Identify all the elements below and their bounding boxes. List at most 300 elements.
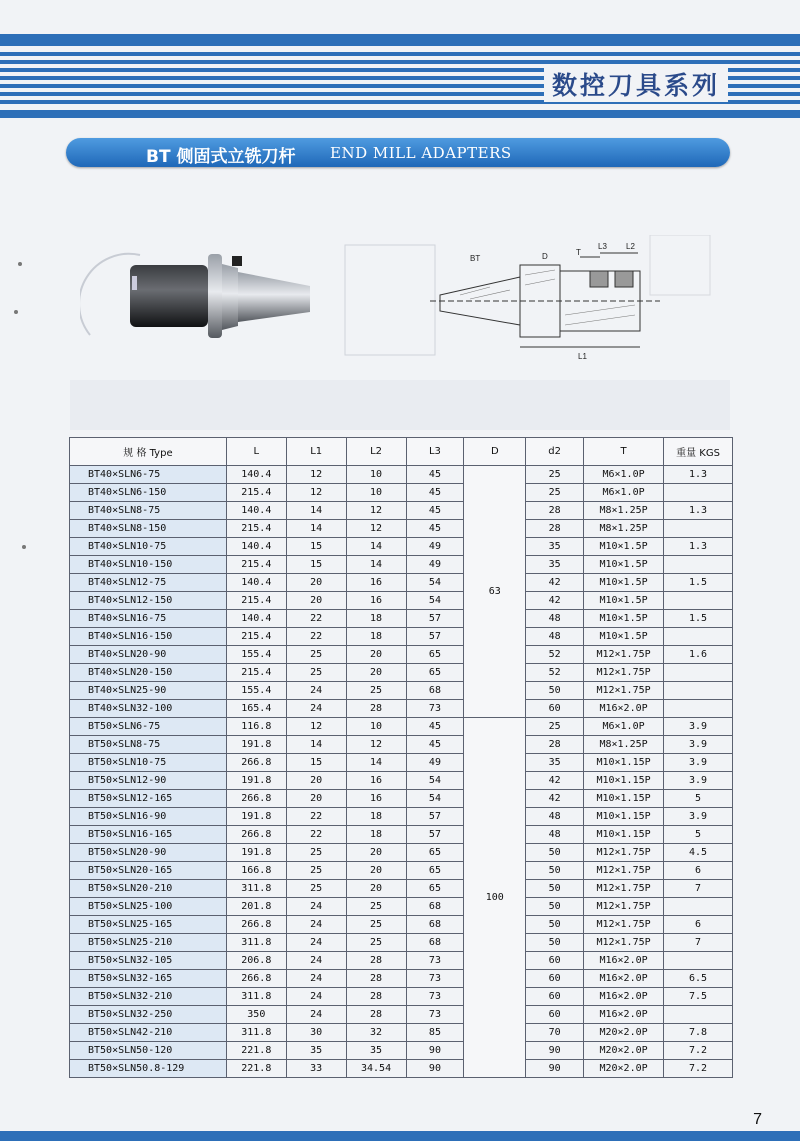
col-header-t: T (584, 438, 664, 466)
cell-t: M10×1.15P (584, 754, 664, 772)
table-row (70, 862, 733, 880)
cell-l1: 22 (286, 628, 346, 646)
cell-d: 63 (464, 466, 526, 718)
cell-t: M6×1.0P (584, 718, 664, 736)
col-header-d: D (464, 438, 526, 466)
cell-l3: 45 (406, 502, 464, 520)
cell-l2: 14 (346, 556, 406, 574)
cell-l: 215.4 (226, 664, 286, 682)
section-title-cn: BT 侧固式立铣刀杆 (146, 147, 296, 167)
cell-d2: 50 (526, 844, 584, 862)
cell-l: 215.4 (226, 484, 286, 502)
cell-l: 166.8 (226, 862, 286, 880)
table-row (70, 718, 733, 736)
table-row (70, 484, 733, 502)
cell-l2: 20 (346, 862, 406, 880)
cell-l: 266.8 (226, 790, 286, 808)
cell-t: M6×1.0P (584, 466, 664, 484)
table-row (70, 1024, 733, 1042)
cell-weight: 4.5 (664, 844, 733, 862)
cell-d2: 28 (526, 502, 584, 520)
cell-weight: 7.8 (664, 1024, 733, 1042)
cell-type: BT40×SLN8-75 (70, 502, 227, 520)
cell-l: 165.4 (226, 700, 286, 718)
cell-l3: 65 (406, 646, 464, 664)
cell-t: M12×1.75P (584, 916, 664, 934)
binder-dot (22, 545, 26, 549)
cell-l: 266.8 (226, 970, 286, 988)
table-row (70, 610, 733, 628)
table-row (70, 628, 733, 646)
table-header-row (70, 438, 733, 466)
page-number: 7 (753, 1111, 762, 1128)
cell-d2: 50 (526, 916, 584, 934)
table-row (70, 556, 733, 574)
cell-d2: 60 (526, 970, 584, 988)
cell-l: 191.8 (226, 808, 286, 826)
cell-type: BT40×SLN20-150 (70, 664, 227, 682)
cell-l3: 68 (406, 682, 464, 700)
cell-l2: 25 (346, 934, 406, 952)
cell-weight (664, 556, 733, 574)
cell-weight: 3.9 (664, 718, 733, 736)
cell-l2: 20 (346, 844, 406, 862)
cell-l1: 14 (286, 520, 346, 538)
cell-t: M8×1.25P (584, 502, 664, 520)
cell-weight (664, 628, 733, 646)
cell-t: M12×1.75P (584, 844, 664, 862)
cell-l1: 20 (286, 574, 346, 592)
cell-l: 311.8 (226, 934, 286, 952)
cell-type: BT50×SLN16-165 (70, 826, 227, 844)
cell-weight: 3.9 (664, 772, 733, 790)
table-row (70, 520, 733, 538)
cell-l3: 45 (406, 484, 464, 502)
col-header-l: L (226, 438, 286, 466)
cell-l1: 14 (286, 502, 346, 520)
cell-l3: 45 (406, 520, 464, 538)
cell-d2: 48 (526, 808, 584, 826)
cell-d2: 50 (526, 862, 584, 880)
cell-l2: 20 (346, 880, 406, 898)
cell-l1: 24 (286, 682, 346, 700)
cell-t: M12×1.75P (584, 934, 664, 952)
table-row (70, 646, 733, 664)
cell-l3: 54 (406, 592, 464, 610)
cell-t: M20×2.0P (584, 1024, 664, 1042)
cell-l1: 22 (286, 826, 346, 844)
cell-l: 215.4 (226, 520, 286, 538)
cell-type: BT50×SLN25-165 (70, 916, 227, 934)
cell-d: 100 (464, 718, 526, 1078)
cell-l: 155.4 (226, 646, 286, 664)
cell-l1: 25 (286, 844, 346, 862)
cell-l3: 65 (406, 880, 464, 898)
cell-l1: 12 (286, 484, 346, 502)
cell-l3: 85 (406, 1024, 464, 1042)
cell-weight: 7.5 (664, 988, 733, 1006)
table-row (70, 538, 733, 556)
cell-type: BT50×SLN16-90 (70, 808, 227, 826)
cell-l2: 20 (346, 646, 406, 664)
cell-l1: 20 (286, 790, 346, 808)
cell-l3: 65 (406, 844, 464, 862)
cell-l1: 25 (286, 880, 346, 898)
cell-t: M10×1.15P (584, 808, 664, 826)
cell-weight: 1.5 (664, 610, 733, 628)
cell-type: BT40×SLN10-75 (70, 538, 227, 556)
col-header-weight: 重量 KGS (664, 438, 733, 466)
cell-l1: 35 (286, 1042, 346, 1060)
cell-t: M20×2.0P (584, 1042, 664, 1060)
cell-l: 266.8 (226, 826, 286, 844)
cell-l1: 24 (286, 700, 346, 718)
cell-weight: 6 (664, 862, 733, 880)
cell-l2: 12 (346, 520, 406, 538)
drawing-label-l1: L1 (578, 352, 587, 361)
table-row (70, 790, 733, 808)
cell-l3: 57 (406, 628, 464, 646)
table-row (70, 736, 733, 754)
cell-weight (664, 898, 733, 916)
cell-type: BT50×SLN42-210 (70, 1024, 227, 1042)
cell-l2: 16 (346, 790, 406, 808)
cell-t: M20×2.0P (584, 1060, 664, 1078)
cell-l2: 28 (346, 1006, 406, 1024)
cell-type: BT50×SLN25-210 (70, 934, 227, 952)
cell-type: BT50×SLN32-250 (70, 1006, 227, 1024)
cell-weight: 3.9 (664, 808, 733, 826)
cell-l3: 45 (406, 718, 464, 736)
cell-l2: 25 (346, 916, 406, 934)
binder-dot (18, 262, 22, 266)
cell-t: M12×1.75P (584, 862, 664, 880)
cell-l2: 18 (346, 808, 406, 826)
cell-d2: 42 (526, 790, 584, 808)
series-title: 数控刀具系列 (544, 66, 728, 102)
cell-t: M10×1.5P (584, 592, 664, 610)
table-row (70, 466, 733, 484)
cell-l1: 25 (286, 862, 346, 880)
cell-l3: 68 (406, 934, 464, 952)
cell-weight: 7.2 (664, 1042, 733, 1060)
cell-weight: 1.3 (664, 502, 733, 520)
cell-t: M12×1.75P (584, 664, 664, 682)
cell-type: BT50×SLN20-90 (70, 844, 227, 862)
cell-d2: 35 (526, 754, 584, 772)
cell-l2: 14 (346, 754, 406, 772)
cell-t: M8×1.25P (584, 520, 664, 538)
cell-weight: 3.9 (664, 754, 733, 772)
table-row (70, 898, 733, 916)
cell-l2: 25 (346, 898, 406, 916)
cell-l: 140.4 (226, 574, 286, 592)
cell-d2: 35 (526, 538, 584, 556)
cell-l: 191.8 (226, 772, 286, 790)
cell-d2: 60 (526, 1006, 584, 1024)
cell-l2: 25 (346, 682, 406, 700)
cell-weight: 1.5 (664, 574, 733, 592)
cell-l2: 10 (346, 484, 406, 502)
cell-type: BT50×SLN10-75 (70, 754, 227, 772)
cell-l1: 24 (286, 898, 346, 916)
cell-type: BT50×SLN20-165 (70, 862, 227, 880)
cell-l1: 22 (286, 808, 346, 826)
table-row (70, 502, 733, 520)
cell-l: 116.8 (226, 718, 286, 736)
cell-l: 201.8 (226, 898, 286, 916)
cell-weight: 7 (664, 880, 733, 898)
cell-l3: 68 (406, 898, 464, 916)
cell-type: BT50×SLN50.8-129 (70, 1060, 227, 1078)
cell-l1: 15 (286, 556, 346, 574)
cell-d2: 48 (526, 826, 584, 844)
cell-t: M10×1.15P (584, 790, 664, 808)
cell-l1: 12 (286, 466, 346, 484)
cell-type: BT50×SLN32-105 (70, 952, 227, 970)
table-row (70, 700, 733, 718)
cell-l3: 49 (406, 556, 464, 574)
binder-dot (14, 310, 18, 314)
col-header-l3: L3 (406, 438, 464, 466)
cell-l3: 49 (406, 538, 464, 556)
cell-l3: 73 (406, 1006, 464, 1024)
cell-t: M16×2.0P (584, 952, 664, 970)
cell-type: BT40×SLN32-100 (70, 700, 227, 718)
cell-type: BT50×SLN32-165 (70, 970, 227, 988)
cell-l2: 10 (346, 718, 406, 736)
cell-t: M10×1.5P (584, 574, 664, 592)
cell-type: BT40×SLN8-150 (70, 520, 227, 538)
cell-l3: 90 (406, 1060, 464, 1078)
col-header-l1: L1 (286, 438, 346, 466)
cell-t: M10×1.5P (584, 628, 664, 646)
cell-l2: 28 (346, 988, 406, 1006)
cell-type: BT50×SLN25-100 (70, 898, 227, 916)
cell-l: 206.8 (226, 952, 286, 970)
table-row (70, 970, 733, 988)
drawing-label-l2: L2 (626, 242, 635, 251)
cell-l1: 14 (286, 736, 346, 754)
cell-type: BT40×SLN6-150 (70, 484, 227, 502)
table-row (70, 1060, 733, 1078)
cell-t: M16×2.0P (584, 988, 664, 1006)
cell-l2: 28 (346, 970, 406, 988)
cell-d2: 50 (526, 934, 584, 952)
cell-l1: 24 (286, 988, 346, 1006)
cell-l: 311.8 (226, 1024, 286, 1042)
cell-l3: 54 (406, 574, 464, 592)
cell-d2: 60 (526, 952, 584, 970)
cell-l3: 65 (406, 664, 464, 682)
cell-l3: 73 (406, 970, 464, 988)
cell-l2: 12 (346, 736, 406, 754)
cell-type: BT40×SLN16-150 (70, 628, 227, 646)
cell-l3: 45 (406, 736, 464, 754)
cell-l3: 73 (406, 952, 464, 970)
cell-d2: 60 (526, 700, 584, 718)
cell-l: 311.8 (226, 880, 286, 898)
cell-t: M10×1.5P (584, 556, 664, 574)
cell-l2: 32 (346, 1024, 406, 1042)
cell-l2: 14 (346, 538, 406, 556)
cell-l: 140.4 (226, 502, 286, 520)
cell-d2: 48 (526, 610, 584, 628)
cell-type: BT40×SLN20-90 (70, 646, 227, 664)
table-row (70, 772, 733, 790)
table-row (70, 880, 733, 898)
ghost-table-bleed (70, 380, 730, 430)
cell-d2: 52 (526, 646, 584, 664)
cell-l1: 12 (286, 718, 346, 736)
cell-d2: 52 (526, 664, 584, 682)
cell-type: BT50×SLN50-120 (70, 1042, 227, 1060)
cell-t: M12×1.75P (584, 898, 664, 916)
cell-t: M16×2.0P (584, 970, 664, 988)
section-title-en: END MILL ADAPTERS (330, 144, 512, 162)
cell-weight (664, 682, 733, 700)
cell-t: M12×1.75P (584, 646, 664, 664)
cell-l1: 15 (286, 538, 346, 556)
table-row (70, 952, 733, 970)
cell-weight: 1.3 (664, 466, 733, 484)
cell-weight: 5 (664, 826, 733, 844)
cell-type: BT40×SLN10-150 (70, 556, 227, 574)
cell-weight: 6.5 (664, 970, 733, 988)
table-row (70, 1006, 733, 1024)
cell-type: BT40×SLN25-90 (70, 682, 227, 700)
drawing-label-l3: L3 (598, 242, 607, 251)
table-row (70, 934, 733, 952)
cell-type: BT50×SLN6-75 (70, 718, 227, 736)
cell-l3: 54 (406, 772, 464, 790)
table-row (70, 682, 733, 700)
cell-weight (664, 520, 733, 538)
cell-l3: 65 (406, 862, 464, 880)
cell-l3: 45 (406, 466, 464, 484)
cell-weight (664, 700, 733, 718)
cell-d2: 28 (526, 520, 584, 538)
cell-l3: 73 (406, 988, 464, 1006)
cell-weight: 1.3 (664, 538, 733, 556)
cell-weight: 6 (664, 916, 733, 934)
cell-l1: 20 (286, 772, 346, 790)
table-row (70, 808, 733, 826)
cell-l: 140.4 (226, 610, 286, 628)
cell-t: M16×2.0P (584, 1006, 664, 1024)
cell-d2: 50 (526, 898, 584, 916)
cell-l1: 22 (286, 610, 346, 628)
cell-l: 140.4 (226, 538, 286, 556)
cell-l: 221.8 (226, 1060, 286, 1078)
cell-d2: 42 (526, 772, 584, 790)
cell-l: 215.4 (226, 556, 286, 574)
cell-weight: 5 (664, 790, 733, 808)
cell-t: M12×1.75P (584, 682, 664, 700)
cell-l2: 34.54 (346, 1060, 406, 1078)
table-row (70, 988, 733, 1006)
cell-type: BT50×SLN12-165 (70, 790, 227, 808)
cell-d2: 28 (526, 736, 584, 754)
cell-l3: 90 (406, 1042, 464, 1060)
cell-l1: 25 (286, 664, 346, 682)
cell-l2: 28 (346, 700, 406, 718)
cell-l1: 24 (286, 934, 346, 952)
cell-t: M16×2.0P (584, 700, 664, 718)
cell-l3: 49 (406, 754, 464, 772)
table-row (70, 664, 733, 682)
drawing-label-t: T (576, 248, 581, 257)
cell-d2: 50 (526, 682, 584, 700)
table-row (70, 1042, 733, 1060)
cell-type: BT40×SLN16-75 (70, 610, 227, 628)
col-header-l2: L2 (346, 438, 406, 466)
cell-l1: 20 (286, 592, 346, 610)
cell-d2: 50 (526, 880, 584, 898)
cell-l: 140.4 (226, 466, 286, 484)
cell-t: M12×1.75P (584, 880, 664, 898)
cell-l: 215.4 (226, 592, 286, 610)
cell-t: M10×1.5P (584, 610, 664, 628)
cell-l: 191.8 (226, 736, 286, 754)
cell-t: M6×1.0P (584, 484, 664, 502)
table-row (70, 754, 733, 772)
cell-type: BT50×SLN20-210 (70, 880, 227, 898)
cell-d2: 90 (526, 1042, 584, 1060)
footer-bar (0, 1131, 800, 1141)
cell-d2: 42 (526, 592, 584, 610)
col-header-type: 规 格 Type (70, 438, 227, 466)
cell-weight (664, 952, 733, 970)
cell-weight (664, 1006, 733, 1024)
cell-d2: 90 (526, 1060, 584, 1078)
cell-l: 191.8 (226, 844, 286, 862)
cell-l2: 16 (346, 574, 406, 592)
cell-l1: 33 (286, 1060, 346, 1078)
spec-table (69, 437, 733, 1078)
cell-type: BT50×SLN12-90 (70, 772, 227, 790)
cell-weight: 1.6 (664, 646, 733, 664)
cell-type: BT50×SLN8-75 (70, 736, 227, 754)
cell-l2: 18 (346, 610, 406, 628)
cell-l: 350 (226, 1006, 286, 1024)
cell-l: 311.8 (226, 988, 286, 1006)
cell-weight: 7.2 (664, 1060, 733, 1078)
table-row (70, 844, 733, 862)
cell-l1: 30 (286, 1024, 346, 1042)
cell-l2: 18 (346, 628, 406, 646)
cell-d2: 25 (526, 718, 584, 736)
cell-l: 221.8 (226, 1042, 286, 1060)
cell-weight (664, 484, 733, 502)
cell-type: BT40×SLN12-150 (70, 592, 227, 610)
cell-l3: 73 (406, 700, 464, 718)
cell-l: 266.8 (226, 754, 286, 772)
table-row (70, 574, 733, 592)
cell-d2: 35 (526, 556, 584, 574)
cell-l3: 57 (406, 808, 464, 826)
cell-l1: 24 (286, 952, 346, 970)
cell-weight: 7 (664, 934, 733, 952)
cell-l3: 57 (406, 610, 464, 628)
cell-t: M8×1.25P (584, 736, 664, 754)
cell-t: M10×1.5P (584, 538, 664, 556)
cell-l2: 20 (346, 664, 406, 682)
cell-l2: 16 (346, 592, 406, 610)
cell-type: BT40×SLN12-75 (70, 574, 227, 592)
cell-l1: 25 (286, 646, 346, 664)
table-row (70, 592, 733, 610)
